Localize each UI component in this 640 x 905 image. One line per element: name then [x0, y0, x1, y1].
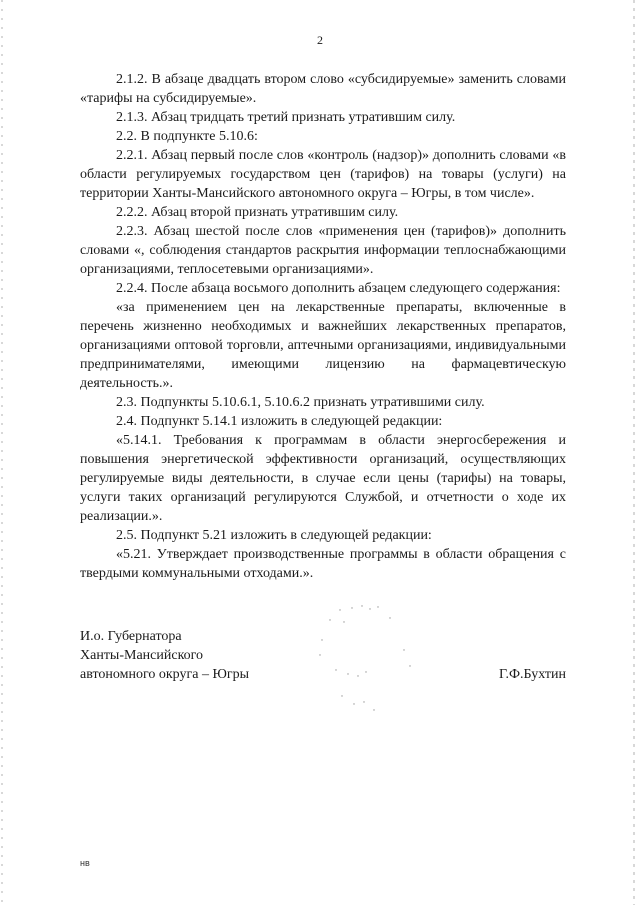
- paragraph-2-2: 2.2. В подпункте 5.10.6:: [116, 129, 258, 144]
- paragraph-2-2-1: 2.2.1. Абзац первый после слов «контроль (надзор)» дополнить словами «в области регулируемых государством цен (тарифов) на товары (услуги) на территории Ханты-Мансийского автономного округа – Югры, в том числе».: [80, 148, 566, 201]
- signature-block: [80, 627, 566, 687]
- signatory-title: [80, 627, 566, 684]
- paragraph-2-4: 2.4. Подпункт 5.14.1 изложить в следующей редакции:: [116, 414, 443, 429]
- paragraph-2-5: 2.5. Подпункт 5.21 изложить в следующей редакции:: [116, 528, 432, 543]
- paragraph-2-2-2: 2.2.2. Абзац второй признать утратившим силу.: [116, 205, 399, 220]
- signatory-title-line-2: Ханты-Мансийского: [80, 648, 204, 663]
- signatory-name: Г.Ф.Бухтин: [498, 667, 566, 682]
- paragraph-2-2-3: 2.2.3. Абзац шестой после слов «применения цен (тарифов)» дополнить словами «, соблюдения стандартов раскрытия информации теплоснабжающими организациями, теплосетевыми организациями».: [80, 224, 566, 277]
- page-number: 2: [317, 33, 323, 47]
- document-body: [80, 70, 566, 583]
- paragraph-2-1-2: 2.1.2. В абзаце двадцать втором слово «субсидируемые» заменить словами «тарифы на субсидируемые».: [80, 72, 566, 106]
- signatory-title-line-1: И.о. Губернатора: [80, 629, 182, 644]
- footer-code: нв: [80, 858, 90, 868]
- paragraph-quote-medicines: «за применением цен на лекарственные препараты, включенные в перечень жизненно необходимых и важнейших лекарственных препаратов, организациями оптовой торговли, аптечными организациями, индивидуальными предпринимателями, имеющими лицензию на фармацевтическую деятельность.».: [80, 300, 566, 391]
- paragraph-2-1-3: 2.1.3. Абзац тридцать третий признать утратившим силу.: [116, 110, 456, 125]
- scan-left-edge: [0, 0, 4, 905]
- paragraph-2-2-4: 2.2.4. После абзаца восьмого дополнить абзацем следующего содержания:: [116, 281, 561, 296]
- paragraph-quote-5-14-1: «5.14.1. Требования к программам в области энергосбережения и повышения энергетической эффективности организаций, осуществляющих регулируемые виды деятельности, в случае если цены (тарифы) на товары, услуги таких организаций регулируются Службой, и отчетности о ходе их реализации.».: [80, 433, 566, 524]
- signatory-title-line-3: автономного округа – Югры: [80, 667, 249, 682]
- paragraph-quote-5-21: «5.21. Утверждает производственные программы в области обращения с твердыми коммунальными отходами.».: [80, 547, 566, 581]
- paragraph-2-3: 2.3. Подпункты 5.10.6.1, 5.10.6.2 признать утратившими силу.: [116, 395, 485, 410]
- scan-right-edge: [632, 0, 636, 905]
